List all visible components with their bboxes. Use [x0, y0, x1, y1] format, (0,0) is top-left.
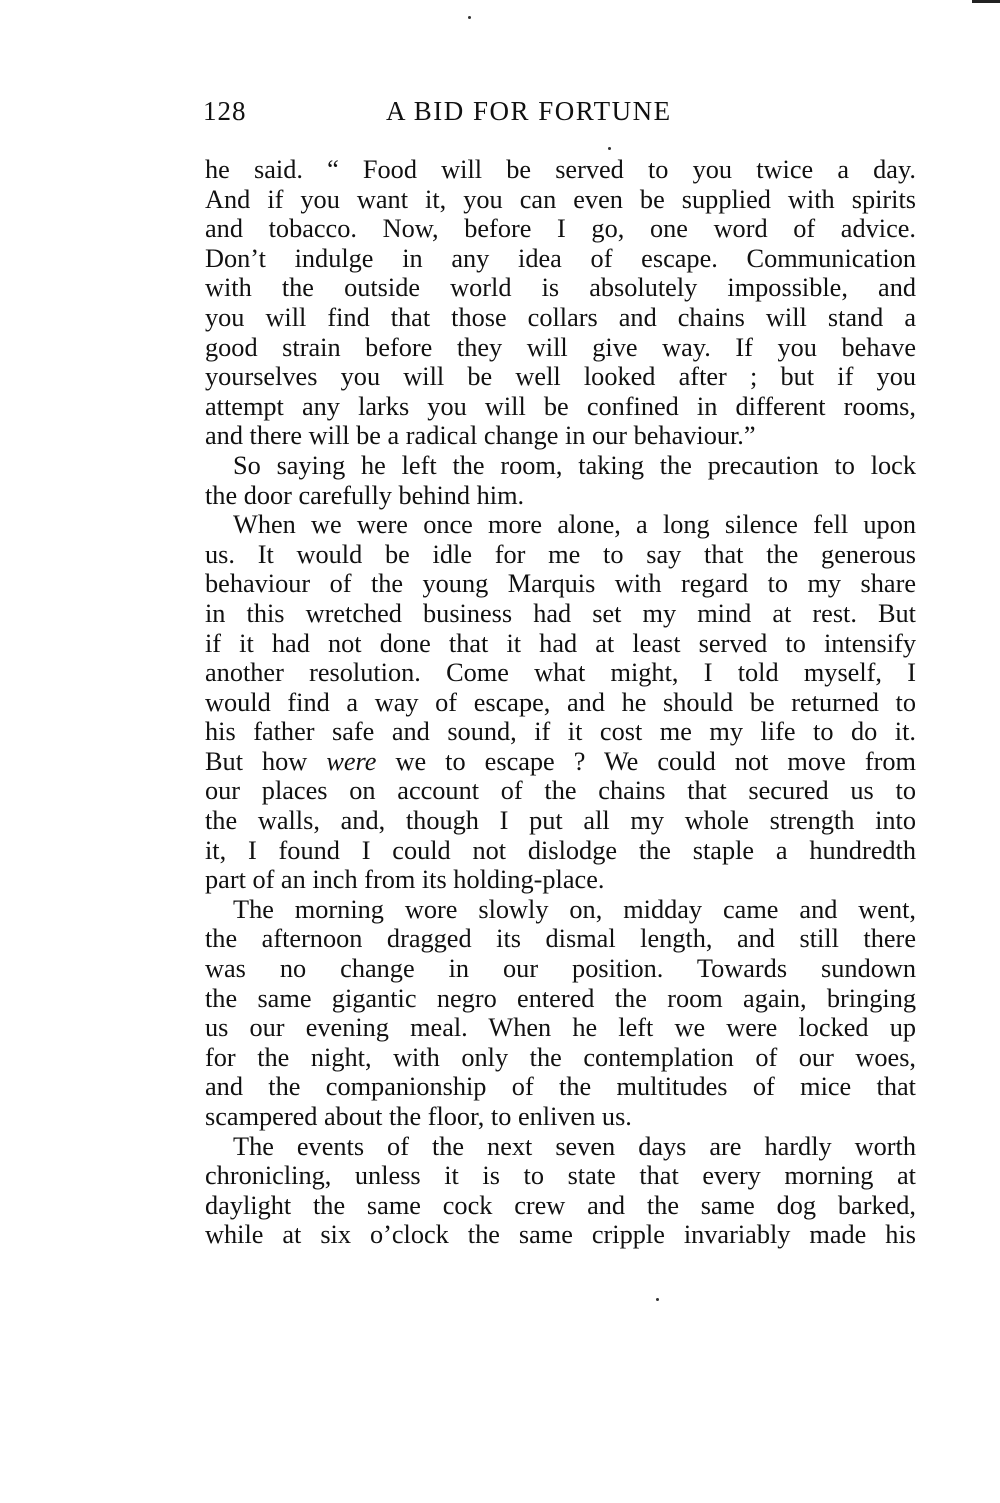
text-line: the door carefully behind him.: [205, 480, 525, 510]
top-edge-mark: [972, 0, 1000, 3]
paragraph: [205, 155, 916, 451]
text-line: us our evening meal. When he left we were locked up: [205, 1013, 916, 1043]
text-line: and the companionship of the multitudes of mice that: [205, 1072, 916, 1102]
running-title: A BID FOR FORTUNE: [386, 96, 672, 126]
text-line: good strain before they will give way. If you behave: [205, 332, 916, 362]
text-line: would find a way of escape, and he should be returned to: [205, 687, 916, 717]
text-line: behaviour of the young Marquis with regard to my share: [205, 569, 916, 599]
text-line: When we were once more alone, a long silence fell upon: [233, 510, 916, 540]
text-line: you will find that those collars and chains will stand a: [205, 302, 916, 332]
text-line: while at six o’clock the same cripple invariably made his: [205, 1220, 916, 1250]
text-line: part of an inch from its holding-place.: [205, 865, 605, 895]
text-line: attempt any larks you will be confined in different rooms,: [205, 391, 916, 421]
text-line: And if you want it, you can even be supplied with spirits: [205, 184, 916, 214]
text-line: in this wretched business had set my mind at rest. But: [205, 598, 916, 628]
text-line: and tobacco. Now, before I go, one word of advice.: [205, 214, 916, 244]
text-line: But how were we to escape ? We could not move from: [205, 746, 916, 776]
text-line: he said. “ Food will be served to you twice a day.: [205, 155, 916, 184]
print-speck: [656, 1298, 659, 1301]
body-text: [205, 155, 916, 1250]
print-speck: [468, 16, 471, 19]
paragraph: [205, 895, 916, 1132]
running-head: [203, 96, 919, 130]
text-line: chronicling, unless it is to state that every morning at: [205, 1161, 916, 1191]
text-line: his father safe and sound, if it cost me my life to do it.: [205, 717, 916, 747]
paragraph: [205, 1132, 916, 1250]
text-line: yourselves you will be well looked after ; but if you: [205, 362, 916, 392]
text-line: The events of the next seven days are hardly worth: [233, 1131, 916, 1161]
text-line: with the outside world is absolutely impossible, and: [205, 273, 916, 303]
paragraph: [205, 451, 916, 510]
paragraph: [205, 510, 916, 895]
text-line: So saying he left the room, taking the precaution to lock: [233, 450, 916, 480]
text-line: it, I found I could not dislodge the staple a hundredth: [205, 835, 916, 865]
text-line: us. It would be idle for me to say that the generous: [205, 539, 916, 569]
text-line: if it had not done that it had at least served to intensify: [205, 628, 916, 658]
text-line: the same gigantic negro entered the room again, bringing: [205, 983, 916, 1013]
page-number: 128: [203, 96, 247, 126]
text-line: daylight the same cock crew and the same dog barked,: [205, 1190, 916, 1220]
text-line: the walls, and, though I put all my whole strength into: [205, 806, 916, 836]
text-line: Don’t indulge in any idea of escape. Communication: [205, 243, 916, 273]
text-line: was no change in our position. Towards sundown: [205, 954, 916, 984]
text-line: and there will be a radical change in our behaviour.”: [205, 421, 756, 451]
text-line: the afternoon dragged its dismal length, and still there: [205, 924, 916, 954]
print-speck: [608, 147, 611, 150]
text-line: our places on account of the chains that secured us to: [205, 776, 916, 806]
text-line: The morning wore slowly on, midday came and went,: [233, 894, 916, 924]
text-line: for the night, with only the contemplation of our woes,: [205, 1042, 916, 1072]
text-line: another resolution. Come what might, I told myself, I: [205, 658, 916, 688]
text-line: scampered about the floor, to enliven us.: [205, 1102, 632, 1131]
